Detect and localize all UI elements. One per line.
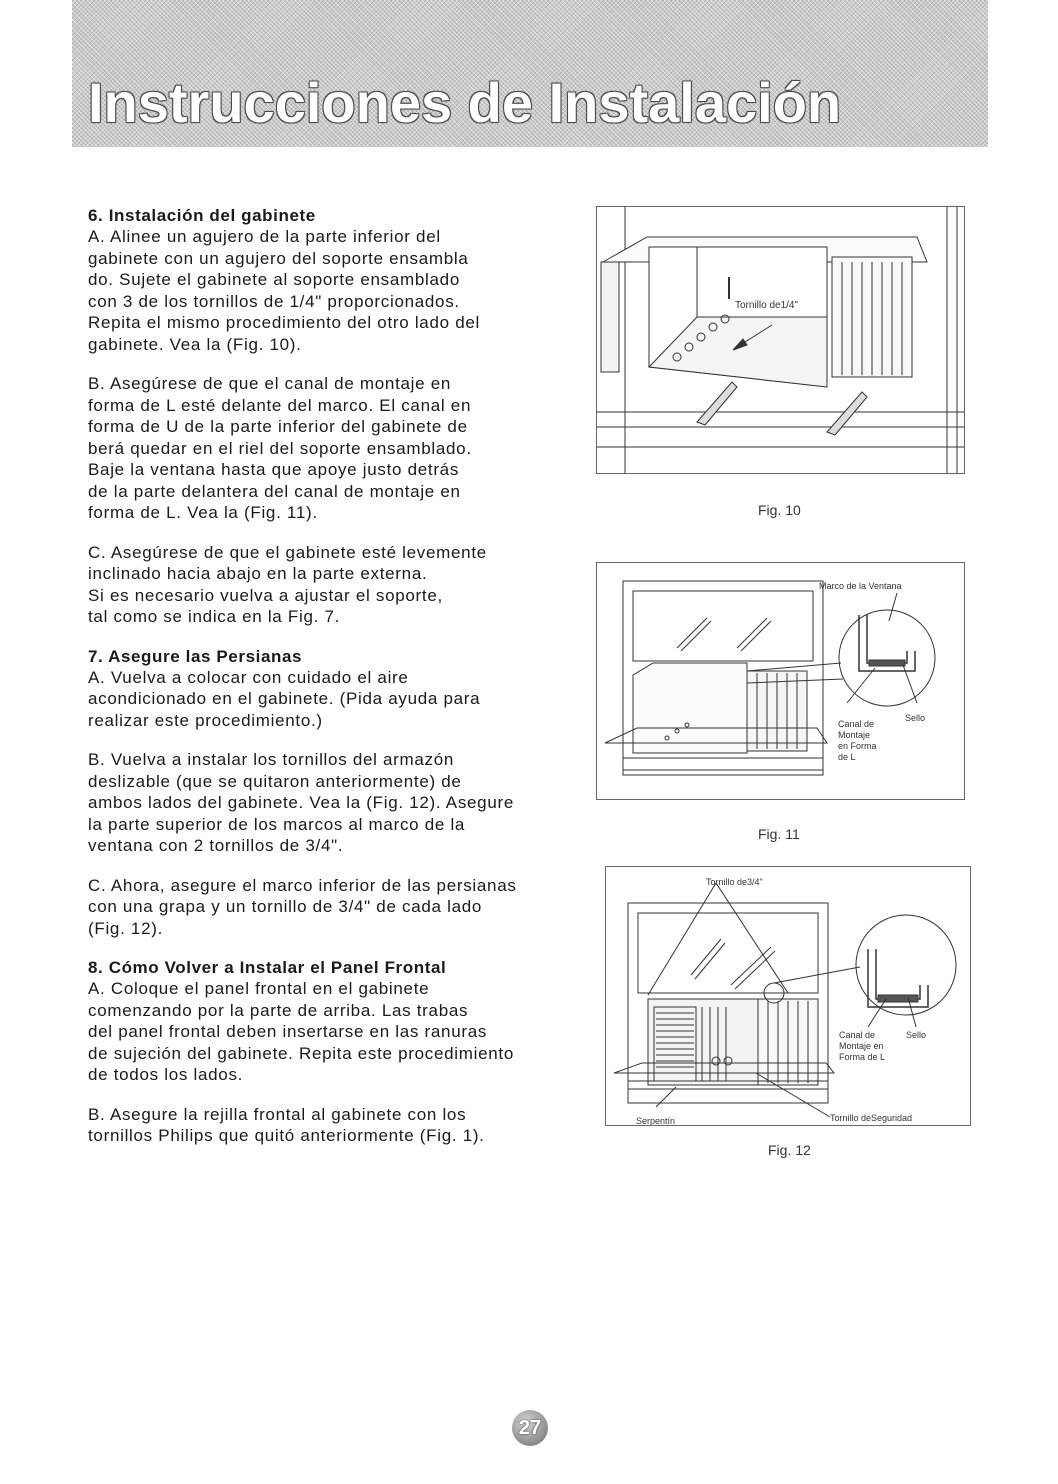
figure-10-caption: Fig. 10 [758,502,801,518]
figure-12-label-channel-line1: Canal de [839,1030,876,1040]
figure-12-label-safety-screw: Tornillo deSeguridad [830,1113,913,1123]
figure-11-label-seal: Sello [905,713,926,723]
figure-12 [605,866,971,1126]
paragraph: C. Ahora, asegure el marco inferior de las persianas con una grapa y un tornillo de 3/4" de cada lado (Fig. 12). [88,875,517,938]
figure-10-illustration [597,207,964,473]
section-heading: 7. Asegure las Persianas [88,646,303,666]
section-heading: 8. Cómo Volver a Instalar el Panel Frontal [88,958,447,977]
section-7-c [88,875,568,940]
section-7-b [88,749,568,857]
figure-10 [596,206,965,474]
paragraph: B. Vuelva a instalar los tornillos del armazón deslizable (que se quitaron anteriormente) de ambos lados del gabinete. Vea la (Fig. 12). Asegure la parte superior de los marcos al marco de la ventana con 2 tornillos de 3/4". [88,750,515,855]
figure-11-label-channel-line3: en Forma [838,741,877,751]
instructions-column [88,205,568,1165]
section-6 [88,205,568,355]
figure-10-label-screw: Tornillo de1/4" [735,300,799,311]
section-8 [88,957,568,1086]
figure-11-illustration [597,563,964,799]
page-title: Instrucciones de Instalación [88,71,842,134]
figure-12-label-coil: Serpentín [636,1116,676,1125]
paragraph: B. Asegúrese de que el canal de montaje en forma de L esté delante del marco. El canal en forma de U de la parte inferior del gabinete de berá quedar en el riel del soporte ensamblado. Baje la ventana hasta que apoye justo detrás de la parte delantera del canal de montaje en forma de L. Vea la (Fig. 11). [88,374,472,522]
header-banner [72,0,988,147]
figure-11-label-channel-line2: Montaje [838,730,871,740]
section-heading: 6. Instalación del gabinete [88,206,316,225]
paragraph: B. Asegure la rejilla frontal al gabinete con los tornillos Philips que quitó anteriormente (Fig. 1). [88,1104,485,1145]
section-6-b [88,373,568,524]
section-7 [88,646,568,732]
figure-11-label-frame: Marco de la Ventana [819,581,902,591]
figure-11 [596,562,965,800]
figure-12-label-screw: Tornillo de3/4" [706,877,763,887]
figure-12-caption: Fig. 12 [768,1142,811,1158]
figure-11-label-channel-line1: Canal de [838,719,875,729]
section-8-b [88,1104,568,1147]
figure-12-label-channel-line3: Forma de L [839,1052,886,1062]
figure-12-label-seal: Sello [906,1030,927,1040]
paragraph: C. Asegúrese de que el gabinete esté levemente inclinado hacia abajo en la parte externa. Si es necesario vuelva a ajustar el soporte, tal como se indica en la Fig. 7. [88,542,487,626]
page-number-badge: 27 [512,1410,548,1446]
paragraph: A. Vuelva a colocar con cuidado el aire acondicionado en el gabinete. (Pida ayuda para realizar este procedimiento.) [88,667,481,730]
section-6-c [88,542,568,628]
figure-12-illustration [606,867,970,1125]
paragraph: A. Coloque el panel frontal en el gabinete comenzando por la parte de arriba. Las trabas del panel frontal deben insertarse en las ranuras de sujeción del gabinete. Repita este procedimiento de todos los lados. [88,979,515,1084]
figure-12-label-channel-line2: Montaje en [839,1041,884,1051]
figure-11-caption: Fig. 11 [758,826,800,842]
paragraph: A. Alinee un agujero de la parte inferior del gabinete con un agujero del soporte ensambla do. Sujete el gabinete al soporte ensamblado con 3 de los tornillos de 1/4" proporcionados. Repita el mismo procedimiento del otro lado del gabinete. Vea la (Fig. 10). [88,227,480,354]
figure-11-label-channel-line4: de L [838,752,856,762]
